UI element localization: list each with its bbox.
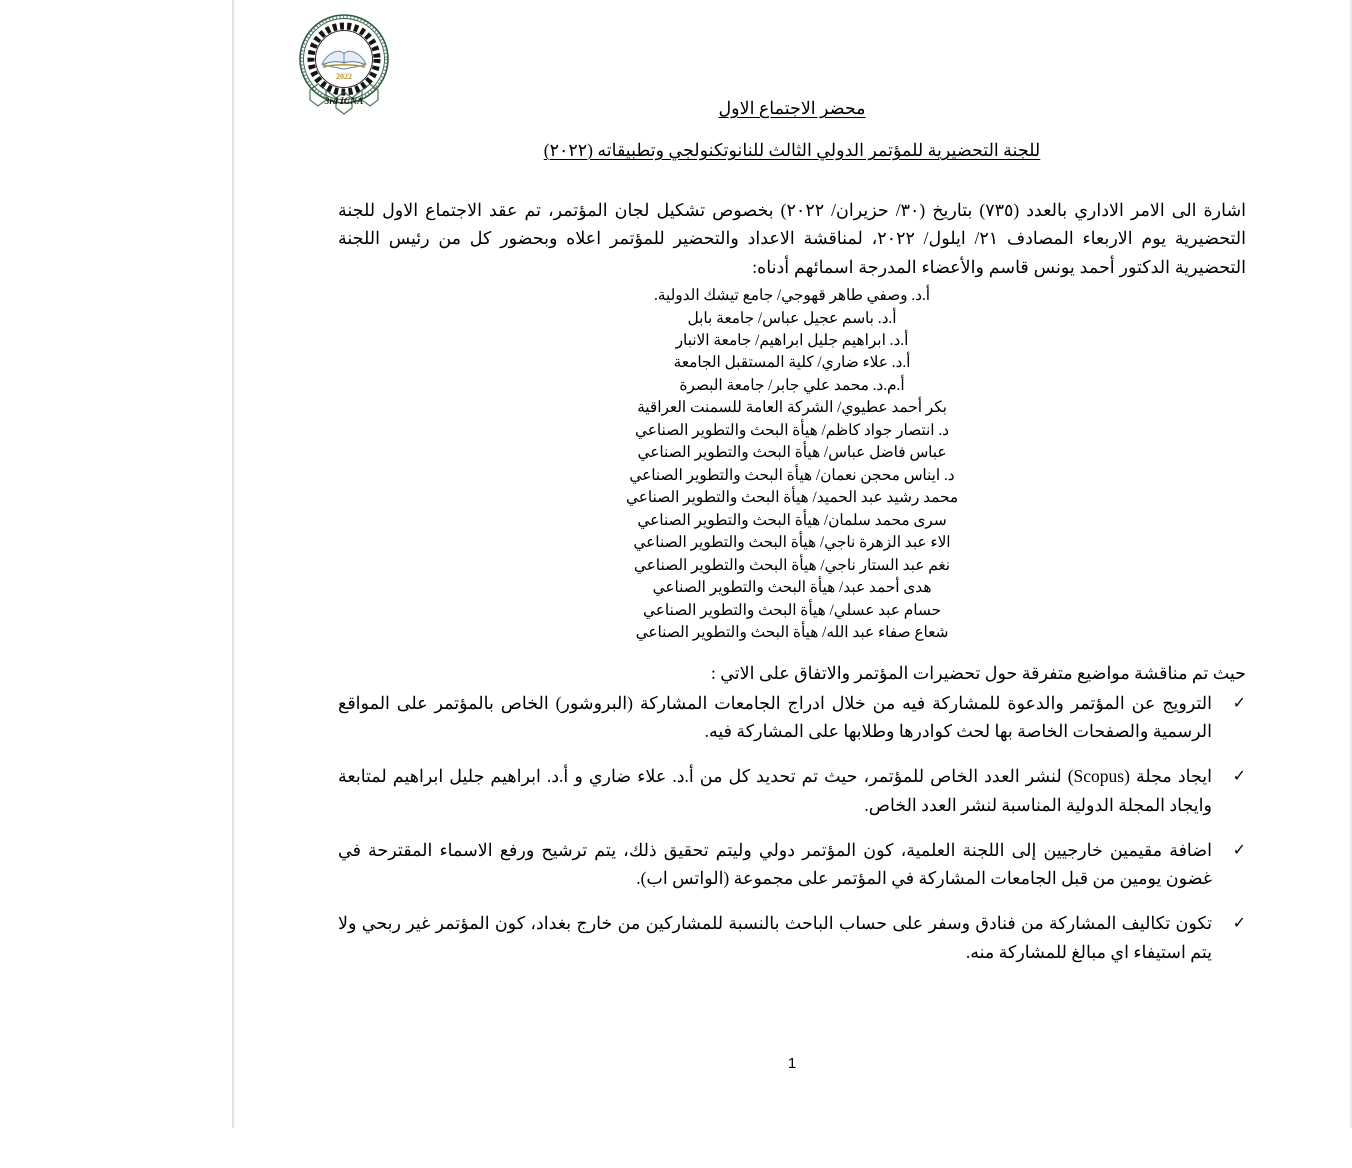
list-item: أ.د. وصفي طاهر قهوجي/ جامع تيشك الدولية. [653, 287, 931, 305]
list-item: الاء عبد الزهرة ناجي/ هيأة البحث والتطوير الصناعي [633, 534, 951, 552]
left-gutter [0, 0, 232, 1168]
document-title [235, 98, 1349, 119]
logo-acronym: 3rd ICNA [324, 97, 364, 107]
list-item [338, 689, 1246, 746]
list-item: أ.د. ابراهيم جليل ابراهيم/ جامعة الانبار [675, 332, 909, 349]
check-icon: ✓ [1232, 766, 1246, 786]
journal-name: Scopus [1073, 766, 1125, 787]
list-item: أ.م.د. محمد علي جابر/ جامعة البصرة [679, 376, 905, 394]
bullet-text: اضافة مقيمين خارجيين إلى اللجنة العلمية، كون المؤتمر دولي وليتم تحقيق ذلك، يتم ترشيح ورفع الاسماء المقترحة في غضون يومين من قبل الجامعات المشاركة في المؤتمر على مجموعة (الواتس اب). [338, 839, 1212, 889]
logo-year: 2022 [336, 72, 352, 81]
list-item: شعاع صفاء عبد الله/ هيأة البحث والتطوير الصناعي [635, 624, 949, 642]
list-item: أ.د. علاء ضاري/ كلية المستقبل الجامعة [673, 354, 911, 372]
list-item: بكر أحمد عطيوي/ الشركة العامة للسمنت العراقية [637, 399, 947, 417]
bullet-text-before: ايجاد مجلة ( [1124, 766, 1213, 787]
list-item [338, 762, 1246, 819]
check-icon: ✓ [1232, 692, 1246, 712]
list-item [338, 836, 1246, 893]
check-icon: ✓ [1232, 912, 1246, 932]
document-subtitle [235, 140, 1349, 161]
page-number: 1 [787, 1055, 797, 1072]
document-page [235, 0, 1349, 1128]
document-body [338, 196, 1246, 982]
bullet-text: تكون تكاليف المشاركة من فنادق وسفر على حساب الباحث بالنسبة للمشاركين من خارج بغداد، كون المؤتمر غير ربحي ولا يتم استيفاء اي مبالغ للمشاركة منه. [338, 912, 1212, 962]
intro-paragraph: اشارة الى الامر الاداري بالعدد (٧٣٥) بتاريخ (٣٠/ حزيران/ ٢٠٢٢) بخصوص تشكيل لجان المؤتمر، تم عقد الاجتماع الاول للجنة التحضيرية يوم الاربعاء المصادف ٢١/ ايلول/ ٢٠٢٢، لمناقشة الاعداد والتحضير للمؤتمر اعلاه وبحضور كل من رئيس اللجنة التحضيرية الدكتور أحمد يونس قاسم والأعضاء المدرجة اسمائهم أدناه: [338, 200, 1246, 277]
list-item: أ.د. باسم عجيل عباس/ جامعة بابل [687, 309, 897, 327]
list-item: حسام عبد عسلي/ هيأة البحث والتطوير الصناعي [643, 601, 941, 619]
agreements-list [338, 689, 1246, 967]
list-item: د. ايناس محجن نعمان/ هيأة البحث والتطوير الصناعي [629, 466, 955, 484]
agreed-intro-text: حيث تم مناقشة مواضيع متفرقة حول تحضيرات المؤتمر والاتفاق على الاتي : [710, 662, 1246, 683]
list-item: سرى محمد سلمان/ هيأة البحث والتطوير الصناعي [637, 511, 947, 529]
list-item: د. انتصار جواد كاظم/ هيأة البحث والتطوير الصناعي [635, 421, 949, 439]
list-item: عباس فاضل عباس/ هيأة البحث والتطوير الصناعي [637, 444, 947, 462]
document-subtitle-text: للجنة التحضيرية للمؤتمر الدولي الثالث للنانوتكنولجي وتطبيقاته (٢٠٢٢) [543, 140, 1041, 160]
list-item: هدى أحمد عبد/ هيأة البحث والتطوير الصناعي [652, 579, 932, 597]
document-title-text: محضر الاجتماع الاول [718, 98, 866, 118]
members-list [338, 285, 1246, 645]
list-item: محمد رشيد عبد الحميد/ هيأة البحث والتطوير الصناعي [625, 489, 959, 507]
check-icon: ✓ [1232, 839, 1246, 859]
bullet-text-after: ) لنشر العدد الخاص للمؤتمر، حيث تم تحديد كل من أ.د. علاء ضاري و أ.د. ابراهيم جليل ابراهيم لمتابعة وايجاد المجلة الدولية المناسبة لنشر العدد الخاص. [338, 766, 1212, 815]
list-item: نغم عبد الستار ناجي/ هيأة البحث والتطوير الصناعي [633, 556, 951, 574]
list-item [338, 909, 1246, 966]
bullet-text: الترويج عن المؤتمر والدعوة للمشاركة فيه من خلال ادراج الجامعات المشاركة (البروشور) الخاص بالمؤتمر على المواقع الرسمية والصفحات الخاصة بها لحث كوادرها وطلابها على المشاركة فيه. [338, 692, 1212, 742]
